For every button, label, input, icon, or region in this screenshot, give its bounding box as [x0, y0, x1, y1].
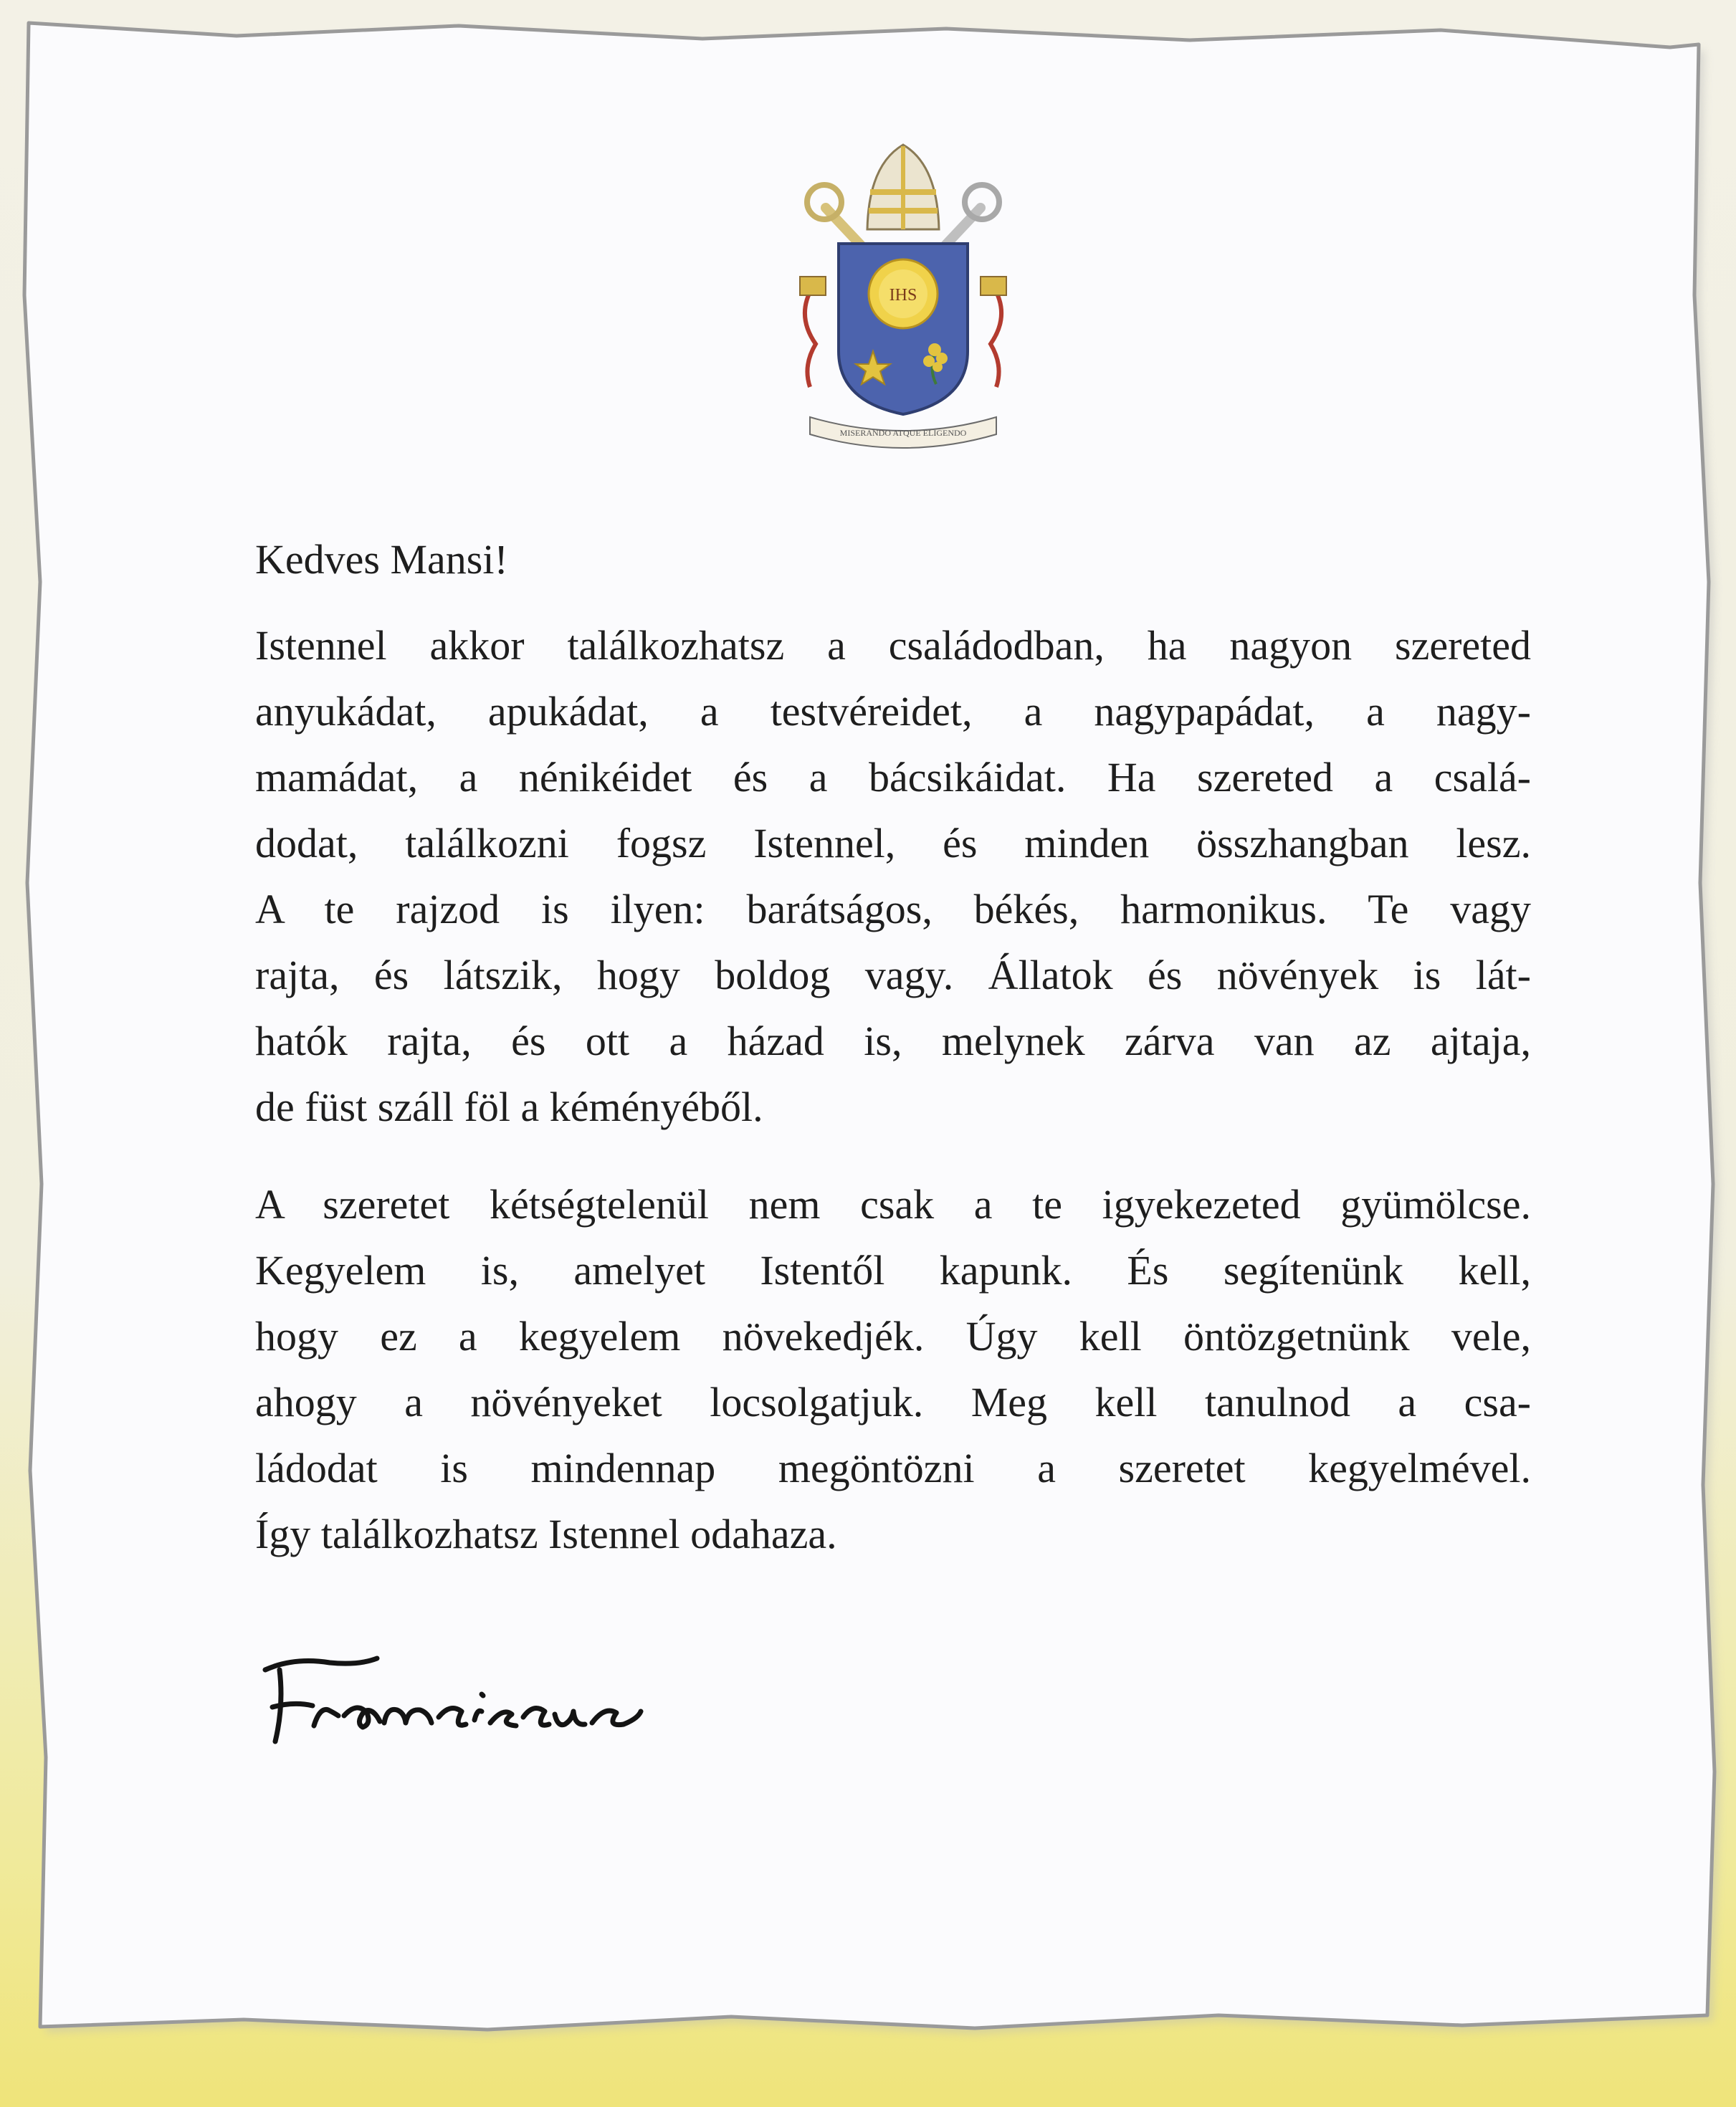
papal-coat-of-arms [781, 136, 1025, 452]
paragraph-line: mamádat, a nénikéidet és a bácsikáidat. Ha szereted a csalá- [255, 754, 1531, 801]
paragraph-line: hatók rajta, és ott a házad is, melynek zárva van az ajtaja, [255, 1018, 1531, 1064]
ihs-sun-icon [869, 259, 938, 328]
paragraph-line: de füst száll föl a kéményéből. [255, 1084, 763, 1130]
crest-motto: MISERANDO ATQUE ELIGENDO [839, 428, 967, 438]
paragraph-line: Így találkozhatsz Istennel odahaza. [255, 1511, 837, 1557]
greeting: Kedves Mansi! [255, 536, 508, 583]
paragraph-line: rajta, és látszik, hogy boldog vagy. Állatok és növények is lát- [255, 952, 1531, 998]
paragraph-line: ahogy a növényeket locsolgatjuk. Meg kell tanulnod a csa- [255, 1379, 1531, 1425]
paragraph-line: Kegyelem is, amelyet Istentől kapunk. És segítenünk kell, [255, 1247, 1531, 1294]
paragraph-line: anyukádat, apukádat, a testvéreidet, a nagypapádat, a nagy- [255, 688, 1531, 735]
paragraph-2 [255, 1172, 1531, 1567]
letter-body [255, 527, 1531, 1599]
svg-text:IHS: IHS [889, 286, 917, 305]
paragraph-line: A te rajzod is ilyen: barátságos, békés, harmonikus. Te vagy [255, 886, 1531, 932]
paragraph-line: dodat, találkozni fogsz Istennel, és minden összhangban lesz. [255, 820, 1531, 866]
paragraph-line: A szeretet kétségtelenül nem csak a te igyekezeted gyümölcse. [255, 1181, 1531, 1228]
paragraph-1 [255, 613, 1531, 1140]
paragraph-line: hogy ez a kegyelem növekedjék. Úgy kell öntözgetnünk vele, [255, 1313, 1531, 1360]
paragraph-line: ládodat is mindennap megöntözni a szeretet kegyelmével. [255, 1445, 1531, 1491]
paragraph-line: Istennel akkor találkozhatsz a családodban, ha nagyon szereted [255, 622, 1531, 669]
handwritten-signature [251, 1641, 710, 1749]
